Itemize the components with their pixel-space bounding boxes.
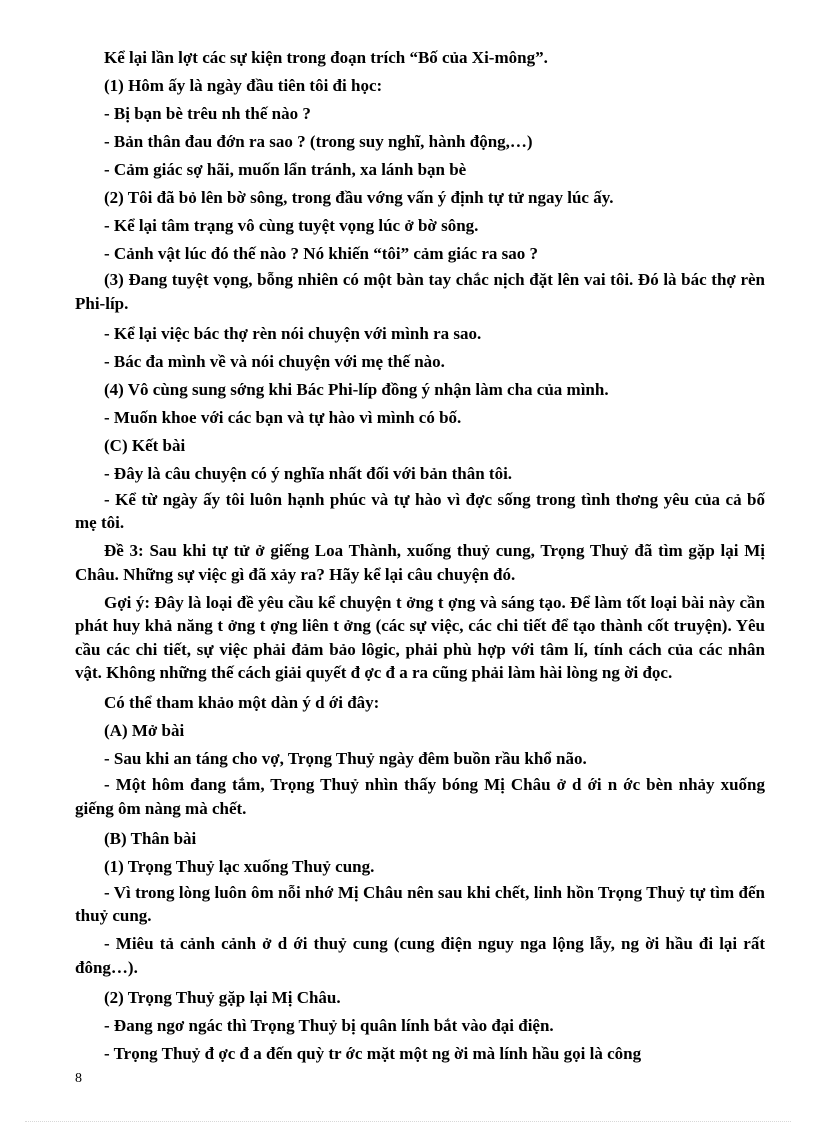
paragraph: (1) Hôm ấy là ngày đầu tiên tôi đi học: xyxy=(104,76,383,95)
paragraph: - Miêu tả cảnh cảnh ở d ới thuỷ cung (cung điện nguy nga lộng lẫy, ng ời hầu đi lại rất đông…). xyxy=(75,934,765,977)
paragraph: - Một hôm đang tắm, Trọng Thuỷ nhìn thấy bóng Mị Châu ở d ới n ớc bèn nhảy xuống giếng ôm nàng mà chết. xyxy=(75,775,765,818)
paragraph: - Bác đa mình về và nói chuyện với mẹ thế nào. xyxy=(104,351,445,371)
paragraph: - Muốn khoe với các bạn và tự hào vì mình có bố. xyxy=(104,407,462,427)
paragraph: (2) Trọng Thuỷ gặp lại Mị Châu. xyxy=(104,987,341,1007)
paragraph: - Kể lại tâm trạng vô cùng tuyệt vọng lúc ở bờ sông. xyxy=(104,216,479,235)
paragraph: - Vì trong lòng luôn ôm nỗi nhớ Mị Châu nên sau khi chết, linh hồn Trọng Thuỷ tự tìm đến thuỷ cung. xyxy=(75,882,765,925)
paragraph: - Cảnh vật lúc đó thế nào ? Nó khiến “tôi” cảm giác ra sao ? xyxy=(104,244,538,263)
paragraph: (2) Tôi đã bỏ lên bờ sông, trong đầu vớng vấn ý định tự tử ngay lúc ấy. xyxy=(104,188,614,207)
paragraph: - Bản thân đau đớn ra sao ? (trong suy nghĩ, hành động,…) xyxy=(104,132,533,151)
paragraph: (C) Kết bài xyxy=(104,435,186,455)
paragraph: - Trọng Thuỷ đ ợc đ a đến quỳ tr ớc mặt một ng ời mà lính hầu gọi là công xyxy=(104,1043,642,1063)
paragraph: - Kể từ ngày ấy tôi luôn hạnh phúc và tự hào vì đợc sống trong tình thơng yêu của cả bố mẹ tôi. xyxy=(75,489,765,532)
paragraph: - Đây là câu chuyện có ý nghĩa nhất đối với bản thân tôi. xyxy=(104,463,513,483)
paragraph: - Kể lại việc bác thợ rèn nói chuyện với mình ra sao. xyxy=(104,323,482,343)
paragraph: - Cảm giác sợ hãi, muốn lẩn tránh, xa lánh bạn bè xyxy=(104,160,467,179)
page-number: 8 xyxy=(75,1071,82,1086)
paragraph: - Đang ngơ ngác thì Trọng Thuỷ bị quân lính bắt vào đại điện. xyxy=(104,1015,554,1035)
footer-divider xyxy=(25,1121,791,1122)
paragraph: Gợi ý: Đây là loại đề yêu cầu kể chuyện t ởng t ợng và sáng tạo. Để làm tốt loại bài này cần phát huy khả năng t ởng t ợng liên t ởng (các sự việc, các chi tiết để tạo thành cốt truyện). Yêu cầu các chi tiết, sự việc phải đảm bảo lôgic, phải phù hợp với tâm lí, tính cách của các nhân vật. Không những thế cách giải quyết đ ợc đ a ra cũng phải làm hài lòng ng ời đọc. xyxy=(75,592,765,682)
paragraph: (A) Mở bài xyxy=(104,721,185,740)
paragraph: (1) Trọng Thuỷ lạc xuống Thuỷ cung. xyxy=(104,856,375,876)
paragraph: Đề 3: Sau khi tự tử ở giếng Loa Thành, xuống thuỷ cung, Trọng Thuỷ đã tìm gặp lại Mị Châu. Những sự việc gì đã xảy ra? Hãy kể lại câu chuyện đó. xyxy=(75,541,765,584)
document-body xyxy=(75,44,765,1068)
paragraph: (4) Vô cùng sung sớng khi Bác Phi-líp đồng ý nhận làm cha của mình. xyxy=(104,379,609,399)
paragraph: - Sau khi an táng cho vợ, Trọng Thuỷ ngày đêm buồn rầu khổ não. xyxy=(104,749,587,768)
paragraph: Có thể tham khảo một dàn ý d ới đây: xyxy=(104,693,380,712)
paragraph: - Bị bạn bè trêu nh thế nào ? xyxy=(104,104,311,123)
paragraph: Kể lại lần lợt các sự kiện trong đoạn trích “Bố của Xi-mông”. xyxy=(104,48,548,67)
paragraph: (3) Đang tuyệt vọng, bỗng nhiên có một bàn tay chắc nịch đặt lên vai tôi. Đó là bác thợ rèn Phi-líp. xyxy=(75,270,765,313)
paragraph: (B) Thân bài xyxy=(104,828,197,848)
